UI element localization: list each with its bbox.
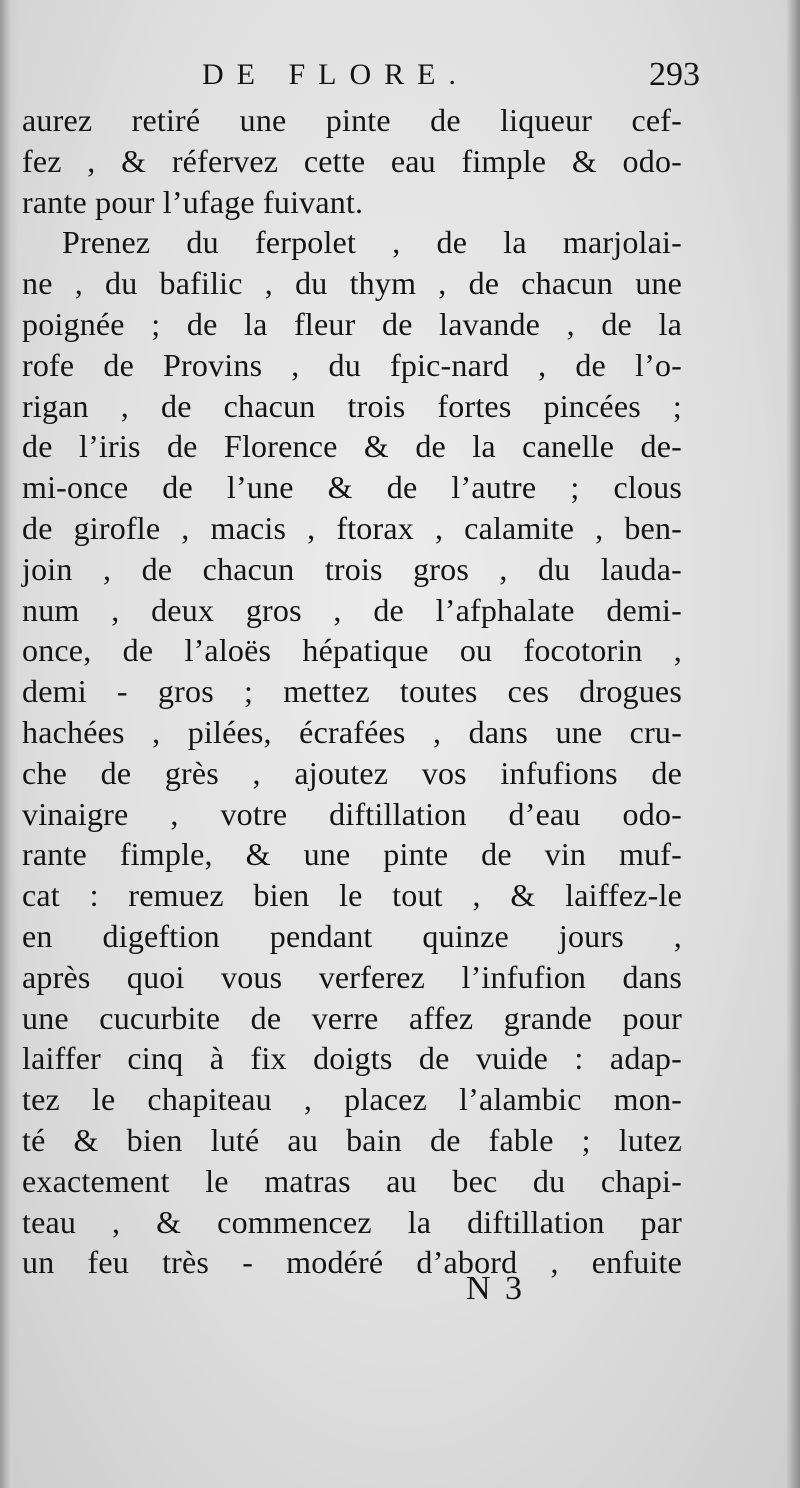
text-line: aurez retiré une pinte de liqueur cef- (22, 102, 682, 138)
running-head: DE FLORE. (202, 58, 469, 91)
text-line: once, de l’aloës hépatique ou focotorin , (22, 632, 682, 669)
body-text (22, 100, 682, 1283)
text-line: mi-once de l’une & de l’autre ; clous (22, 469, 682, 506)
text-line: exactement le matras au bec du chapi- (22, 1162, 682, 1199)
text-line: de girofle , macis , ftorax , calamite , ben- (22, 509, 682, 546)
text-line: fez , & réfervez cette eau fimple & odo- (22, 142, 682, 179)
text-line: join , de chacun trois gros , du lauda- (22, 550, 682, 587)
signature-mark: N 3 (466, 1270, 526, 1307)
text-line: hachées , pilées, écrafées , dans une cru- (22, 713, 682, 750)
text-line: en digeftion pendant quinze jours , (22, 917, 682, 954)
text-line: num , deux gros , de l’afphalate demi- (22, 591, 682, 628)
text-line: rigan , de chacun trois fortes pincées ; (22, 387, 682, 424)
text-line: rante fimple, & une pinte de vin muf- (22, 836, 682, 873)
text-line: ne , du bafilic , du thym , de chacun une (22, 265, 682, 302)
text-line: une cucurbite de verre affez grande pour (22, 999, 682, 1036)
page-gutter-shadow (0, 0, 18, 1488)
text-line: un feu très - modéré d’abord , enfuite (22, 1244, 682, 1281)
text-line: cat : remuez bien le tout , & laiffez-le (22, 877, 682, 914)
text-line: Prenez du ferpolet , de la marjolai- (62, 224, 682, 261)
page-edge-shadow (786, 0, 800, 1488)
text-line: poignée ; de la fleur de lavande , de la (22, 305, 682, 342)
text-line: après quoi vous verferez l’infufion dans (22, 958, 682, 995)
text-line: che de grès , ajoutez vos infufions de (22, 754, 682, 791)
text-line: té & bien luté au bain de fable ; lutez (22, 1121, 682, 1158)
text-line: rante pour l’ufage fuivant. (22, 183, 364, 220)
text-line: tez le chapiteau , placez l’alambic mon- (22, 1081, 682, 1118)
text-line: teau , & commencez la diftillation par (22, 1203, 682, 1240)
text-line: vinaigre , votre diftillation d’eau odo- (22, 795, 682, 832)
text-line: demi - gros ; mettez toutes ces drogues (22, 673, 682, 710)
page-header (20, 50, 700, 100)
text-line: laiffer cinq à fix doigts de vuide : adap- (22, 1040, 682, 1077)
text-line: rofe de Provins , du fpic-nard , de l’o- (22, 346, 682, 383)
text-line: de l’iris de Florence & de la canelle de- (22, 428, 682, 465)
page-number: 293 (649, 56, 700, 93)
